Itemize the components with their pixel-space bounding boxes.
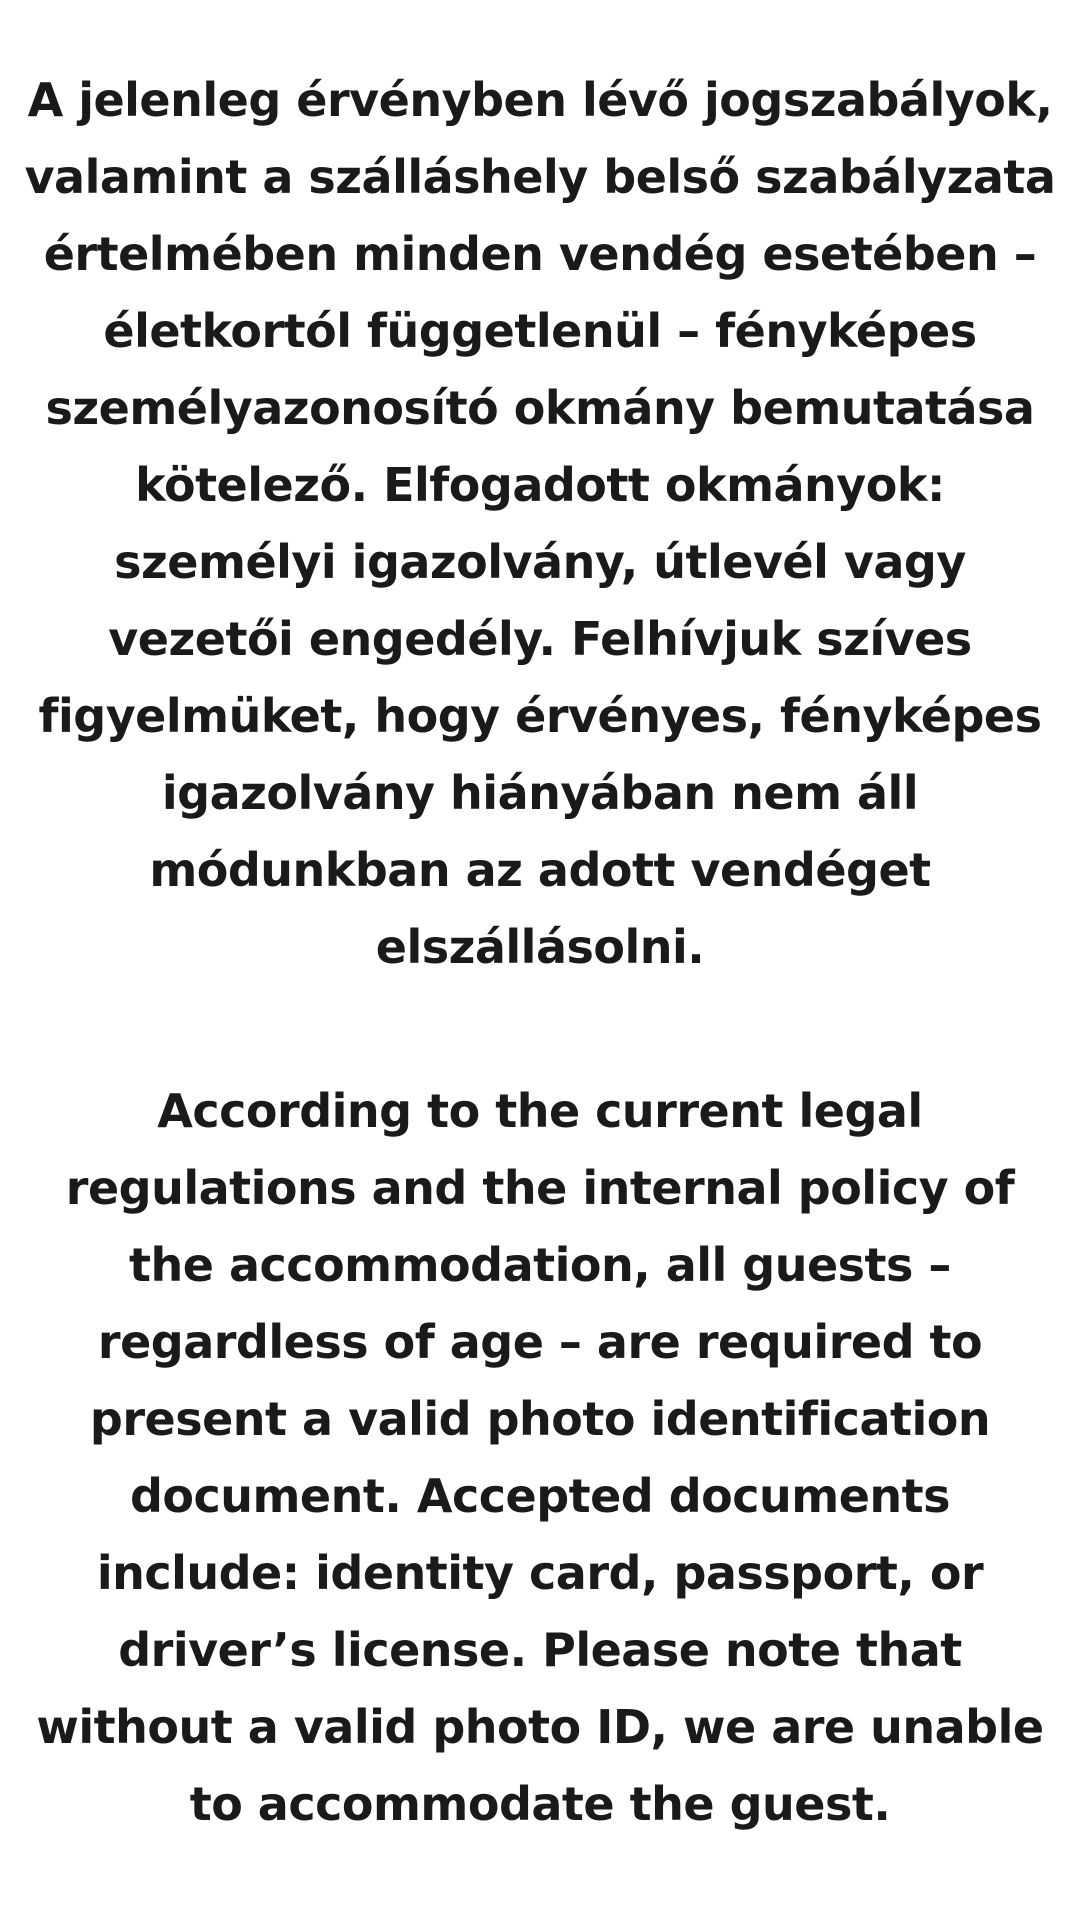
notice-english-line: to accommodate the guest.: [189, 1777, 891, 1831]
notice-hungarian-line: személyazonosító okmány bemutatása: [45, 381, 1035, 435]
notice-english-line: present a valid photo identification: [89, 1392, 991, 1446]
notice-english-line: regulations and the internal policy of: [65, 1161, 1015, 1215]
notice-hungarian-line: A jelenleg érvényben lévő jogszabályok,: [27, 73, 1053, 127]
notice-english-line: document. Accepted documents: [129, 1469, 951, 1523]
notice-english-line: include: identity card, passport, or: [96, 1546, 984, 1600]
notice-hungarian-line: kötelező. Elfogadott okmányok:: [135, 458, 945, 512]
notice-hungarian-line: valamint a szálláshely belső szabályzata: [24, 150, 1056, 204]
notice-english-line: driver’s license. Please note that: [118, 1623, 962, 1677]
notice-english-line: According to the current legal: [157, 1084, 923, 1138]
notice-hungarian-line: személyi igazolvány, útlevél vagy: [114, 535, 966, 589]
notice-hungarian-line: igazolvány hiányában nem áll: [161, 766, 919, 820]
notice-hungarian: [0, 62, 1080, 986]
notice-english-line: regardless of age – are required to: [97, 1315, 983, 1369]
notice-english: [0, 1073, 1080, 1843]
notice-hungarian-line: elszállásolni.: [375, 920, 705, 974]
notice-hungarian-line: módunkban az adott vendéget: [149, 843, 931, 897]
notice-hungarian-line: életkortól függetlenül – fényképes: [103, 304, 977, 358]
notice-hungarian-line: vezetői engedély. Felhívjuk szíves: [108, 612, 972, 666]
notice-english-line: without a valid photo ID, we are unable: [36, 1700, 1044, 1754]
notice-english-line: the accommodation, all guests –: [129, 1238, 951, 1292]
notice-hungarian-line: figyelmüket, hogy érvényes, fényképes: [38, 689, 1042, 743]
notice-hungarian-line: értelmében minden vendég esetében –: [43, 227, 1037, 281]
